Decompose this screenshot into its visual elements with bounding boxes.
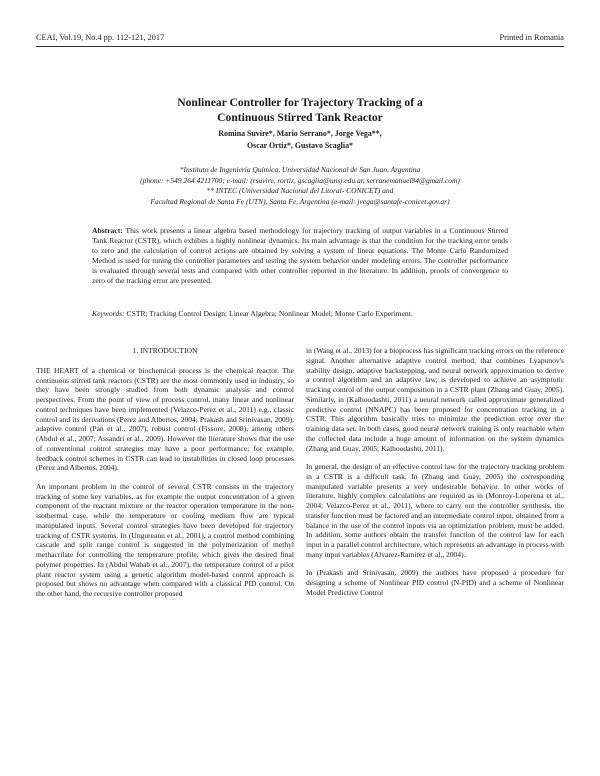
- paragraph: THE HEART of a chemical or biochemical process is the chemical reactor. The continuous stirred tank reactors (CSTR) are the most commonly used in industry, so they have been strongly studied from both dynamic analysis and control perspectives. From the point of view of process control, many linear and nonlinear control techniques have been implemented (Velazco-Perez et al., 2011) e.g., classic control and its derivations (Perez and Albertos, 2004; Prakash and Srinivasan, 2009), adaptive control (Pan et al., 2007), robust control (Fissore, 2008), among others (Abdul et al., 2007; Assandri et al., 2009). However the literature shows that the use of conventional control strategies may have a poor performance; for example, feedback control schemes in CSTR can lead to instabilities in closed loop processes (Perez and Albertos, 2004).: [36, 365, 294, 473]
- title-line-1: Nonlinear Controller for Trajectory Tracking of a: [177, 96, 423, 109]
- header-rule: [36, 46, 564, 47]
- author-list: [60, 128, 540, 151]
- keywords: [92, 309, 508, 319]
- affiliation-line-2: (phone: +549 264 4211700; e-mail: (rsuvire, rortiz, gscaglia@unsj.edu.ar, serranemanuel84@gmail.com): [140, 175, 460, 185]
- authors-line-1: Romina Suvire*, Mario Serrano*, Jorge Vega**,: [218, 129, 382, 138]
- right-column: [306, 346, 564, 606]
- affiliations: [40, 165, 560, 207]
- authors-line-2: Oscar Ortiz*, Gustavo Scaglia*: [247, 140, 353, 150]
- keywords-text: CSTR; Tracking Control Design; Linear Algebra; Nonlinear Model; Monte Carlo Experiment.: [126, 309, 413, 318]
- left-column: [36, 346, 294, 608]
- running-header: [36, 33, 564, 47]
- abstract: [92, 226, 508, 286]
- abstract-text: This work presents a linear algebra based methodology for trajectory tracking of output variables in a Continuous Stirred Tank Reactor (CSTR), which exhibits a highly nonlinear dynamics. Its main advantage is that the condition for the tracking error tends to zero and the calculation of control actions are obtained by solving a system of linear equations. The Monte Carlo Randomized Method is used for tuning the controller parameters and testing the system behavior under modeling errors. The controller performance is evaluated through several tests and compared with other controller reported in the literature. In addition, proofs of convergence to zero of the tracking error are presented.: [92, 226, 508, 285]
- affiliation-line-4: Facultad Regional de Santa Fe (UTN), Santa Fe, Argentina (e-mail: jvega@santafe-conicet.gov.ar): [150, 196, 450, 206]
- affiliation-line-1: *Instituto de Ingeniería Química, Universidad Nacional de San Juan, Argentina: [179, 165, 421, 174]
- paragraph: An important problem in the control of several CSTR consists in the trajectory tracking of some key variables, as for example the output concentration of a given component of the reactant mixture or the reactor operation temperature in the non-isothermal case, while the temperature or cooling medium flow are typical manipulated inputs. Several control strategies have been developed for trajectory tracking of CSTR systems. In (Ungureanu et al., 2001), a control method combining cascade and split range control is suggested in the polymerization of methyl methacrilate for controlling the temperature profile, which gives the desired final polymer properties. In (Abdul Wahab et al., 2007), the temperature control of a pilot plant reactor system using a genetic algorithm model-based control approach is proposed but shows no advantage when compared with a classical PID control. On the other hand, the recursive controller proposed: [36, 481, 294, 599]
- paragraph: in (Wang et al., 2013) for a bioprocess has significant tracking errors on the reference signal. Another alternative adaptive control method, that combines Lyapunov's stability design, adaptive backstepping, and neural network approximation to derive a control algorithm and an adaptive law, is developed to achieve an asymptotic tracking control of the output composition in a CSTR plant (Zhang and Guay, 2005). Similarly, in (Kalhoodashti, 2011) a neural network called approximate generalized predictive control (NNAPC) has been proposed for concentration tracking in a CSTR. This algorithm basically tries to minimize the prediction error over the training data set. In both cases, good neural network training is only reachable when the collected data include a huge amount of information on the system dynamics (Zhang and Guay, 2005; Kalhoodashti, 2011).: [306, 346, 564, 453]
- paper-title: [60, 95, 540, 125]
- title-line-2: Continuous Stirred Tank Reactor: [217, 111, 383, 124]
- printed-location: Printed in Romania: [499, 33, 564, 42]
- paragraph: In general, the design of an effective control law for the trajectory tracking problem in a CSTR is a difficult task. In (Zhang and Guay, 2005) the corresponding manipulated variable presents a very undesirable behavior. In other works of literature, highly complex calculations are required as in (Monroy-Loperena et al., 2004; Velazco-Perez et al., 2011), where to carry out the controller synthesis, the transfer function must be factored and an intermediate control input, obtained from a balance in the use of the control inputs via an optimization problem, must be added. In addition, some authors obtain the transfer function of the control law for each input in a parallel control architecture, which represents an advantage in process with many input variables (Alvarez-Ramirez et al., 2004).: [306, 462, 564, 559]
- affiliation-line-3: ** INTEC (Universidad Nacional del Litoral- CONICET) and: [206, 186, 394, 196]
- abstract-label: Abstract:: [92, 226, 123, 235]
- paragraph: In (Prakash and Srinivasan, 2009) the authors have proposed a procedure for designing a scheme of Nonlinear PID control (N-PID) and a scheme of Nonlinear Model Predictive Control: [306, 568, 564, 597]
- journal-citation: CEAI, Vol.19, No.4 pp. 112-121, 2017: [36, 33, 165, 42]
- keywords-label: Keywords:: [92, 309, 125, 318]
- section-heading: 1. INTRODUCTION: [132, 346, 198, 355]
